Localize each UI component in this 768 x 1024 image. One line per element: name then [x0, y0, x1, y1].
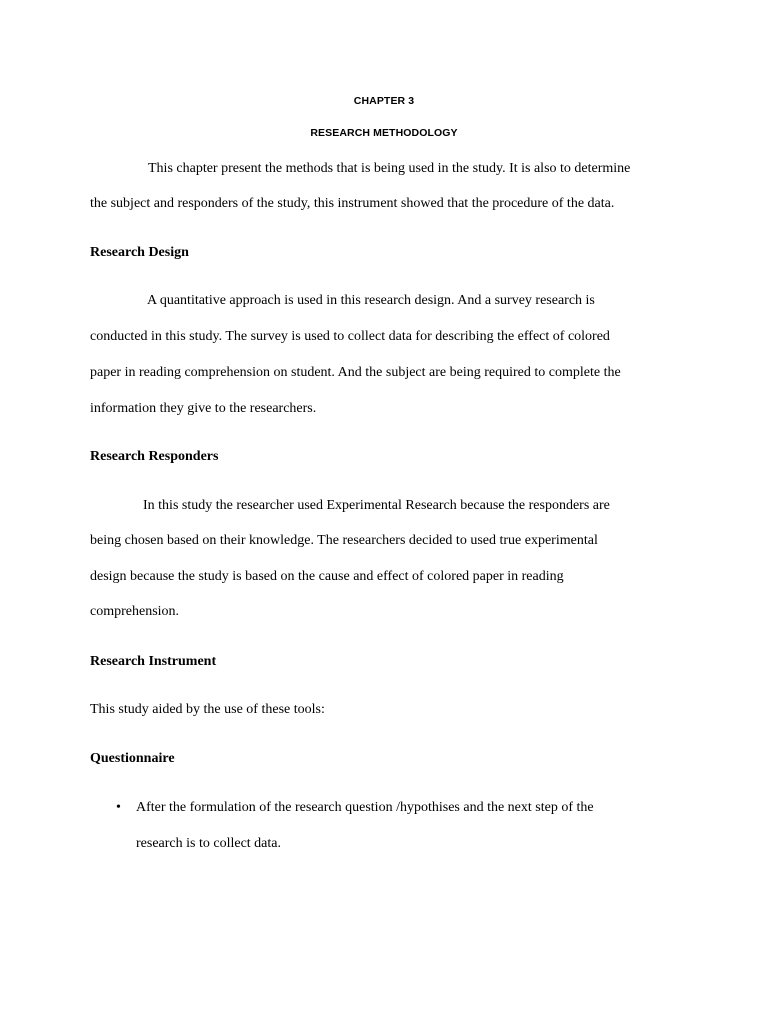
research-design-line-4: information they give to the researchers.: [90, 401, 317, 416]
research-responders-heading: Research Responders: [90, 449, 219, 464]
questionnaire-heading: Questionnaire: [90, 751, 175, 766]
research-design-heading: Research Design: [90, 245, 189, 260]
chapter-number: CHAPTER 3: [353, 95, 415, 107]
research-responders-line-3: design because the study is based on the cause and effect of colored paper in reading: [90, 569, 564, 584]
research-responders-line-1: In this study the researcher used Experimental Research because the responders are: [143, 498, 610, 513]
questionnaire-bullet-line-2: research is to collect data.: [136, 836, 281, 851]
research-responders-line-4: comprehension.: [90, 604, 180, 619]
chapter-title: RESEARCH METHODOLOGY: [310, 127, 458, 139]
research-design-line-2: conducted in this study. The survey is used to collect data for describing the effect of colored: [90, 329, 610, 344]
questionnaire-bullet-line-1: After the formulation of the research question /hypothises and the next step of the: [136, 800, 594, 815]
research-design-line-3: paper in reading comprehension on student. And the subject are being required to complete the: [90, 365, 621, 380]
research-instrument-heading: Research Instrument: [90, 654, 217, 669]
intro-line-2: the subject and responders of the study, this instrument showed that the procedure of the data.: [90, 196, 615, 211]
research-responders-line-2: being chosen based on their knowledge. The researchers decided to used true experimental: [90, 533, 598, 548]
bullet-icon: •: [116, 800, 121, 815]
intro-line-1: This chapter present the methods that is being used in the study. It is also to determine: [148, 161, 631, 176]
research-instrument-text: This study aided by the use of these tools:: [90, 702, 325, 717]
research-design-line-1: A quantitative approach is used in this research design. And a survey research is: [147, 293, 595, 308]
